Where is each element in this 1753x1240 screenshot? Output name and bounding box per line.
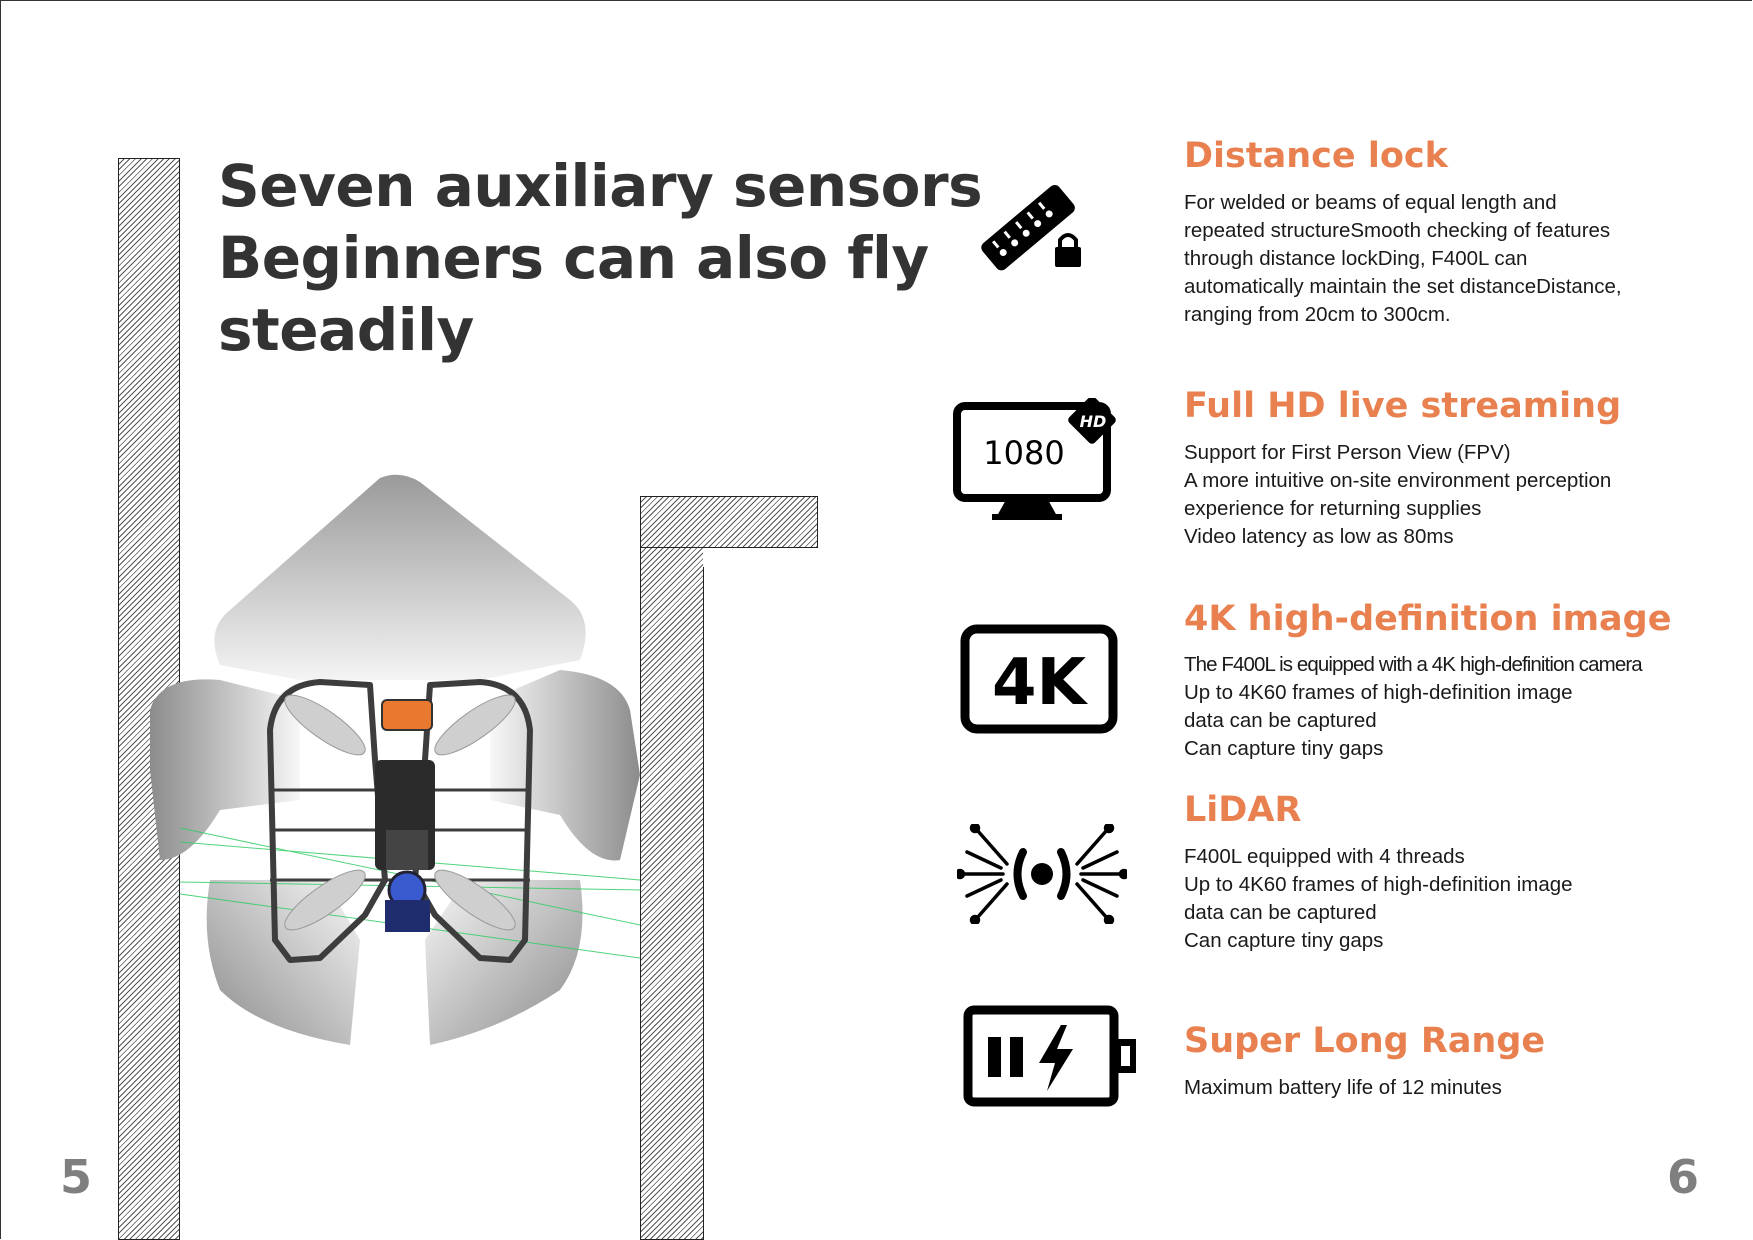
page-number-right: 6 bbox=[1667, 1150, 1700, 1204]
title-line-1: Seven auxiliary sensors bbox=[218, 152, 983, 220]
feature-desc-distance-lock bbox=[1184, 189, 1622, 329]
desc-line: Up to 4K60 frames of high-definition image bbox=[1184, 873, 1573, 896]
desc-line: data can be captured bbox=[1184, 709, 1377, 732]
ruler-lock-icon bbox=[980, 175, 1090, 285]
title-line-2: Beginners can also fly bbox=[218, 224, 929, 292]
desc-line: Can capture tiny gaps bbox=[1184, 737, 1384, 760]
feature-desc-4k bbox=[1184, 651, 1642, 763]
drone-camera-mount bbox=[386, 830, 428, 870]
drone-sensor-illustration bbox=[150, 470, 670, 1070]
desc-line: automatically maintain the set distanceDistance, bbox=[1184, 275, 1622, 298]
feature-title-4k: 4K high-definition image bbox=[1184, 599, 1672, 639]
wall-inner-corner bbox=[703, 547, 817, 567]
desc-line: The F400L is equipped with a 4K high-definition camera bbox=[1184, 653, 1642, 676]
battery-charging-icon bbox=[963, 1005, 1143, 1109]
desc-line: data can be captured bbox=[1184, 901, 1377, 924]
desc-line: Can capture tiny gaps bbox=[1184, 929, 1384, 952]
desc-line: F400L equipped with 4 threads bbox=[1184, 845, 1465, 868]
feature-desc-long-range bbox=[1184, 1074, 1502, 1102]
hd-badge: HD bbox=[1079, 412, 1107, 431]
hd-monitor-icon bbox=[952, 398, 1122, 528]
sensor-field-top bbox=[214, 475, 585, 680]
desc-line: Maximum battery life of 12 minutes bbox=[1184, 1076, 1502, 1099]
4k-badge-icon bbox=[960, 624, 1120, 736]
desc-line: Support for First Person View (FPV) bbox=[1184, 441, 1511, 464]
desc-line: For welded or beams of equal length and bbox=[1184, 191, 1557, 214]
page-number-left: 5 bbox=[60, 1150, 93, 1204]
feature-desc-lidar bbox=[1184, 843, 1573, 955]
drone-battery bbox=[382, 700, 432, 730]
feature-title-distance-lock: Distance lock bbox=[1184, 136, 1448, 176]
lidar-signal-icon bbox=[957, 824, 1127, 924]
desc-line: Up to 4K60 frames of high-definition image bbox=[1184, 681, 1573, 704]
feature-title-full-hd: Full HD live streaming bbox=[1184, 386, 1622, 426]
feature-desc-full-hd bbox=[1184, 439, 1611, 551]
hd-monitor-resolution: 1080 bbox=[983, 434, 1065, 472]
desc-line: ranging from 20cm to 300cm. bbox=[1184, 303, 1451, 326]
drone-lidar-module bbox=[385, 900, 430, 932]
page-title bbox=[218, 150, 983, 366]
title-line-3: steadily bbox=[218, 296, 474, 364]
desc-line: through distance lockDing, F400L can bbox=[1184, 247, 1528, 270]
desc-line: A more intuitive on-site environment perception bbox=[1184, 469, 1612, 492]
4k-badge-text: 4K bbox=[991, 646, 1087, 720]
desc-line: Video latency as low as 80ms bbox=[1184, 525, 1454, 548]
feature-title-long-range: Super Long Range bbox=[1184, 1021, 1546, 1061]
desc-line: repeated structureSmooth checking of features bbox=[1184, 219, 1611, 242]
desc-line: experience for returning supplies bbox=[1184, 497, 1482, 520]
feature-title-lidar: LiDAR bbox=[1184, 790, 1302, 830]
wall-inner-corner-edge bbox=[703, 547, 818, 548]
